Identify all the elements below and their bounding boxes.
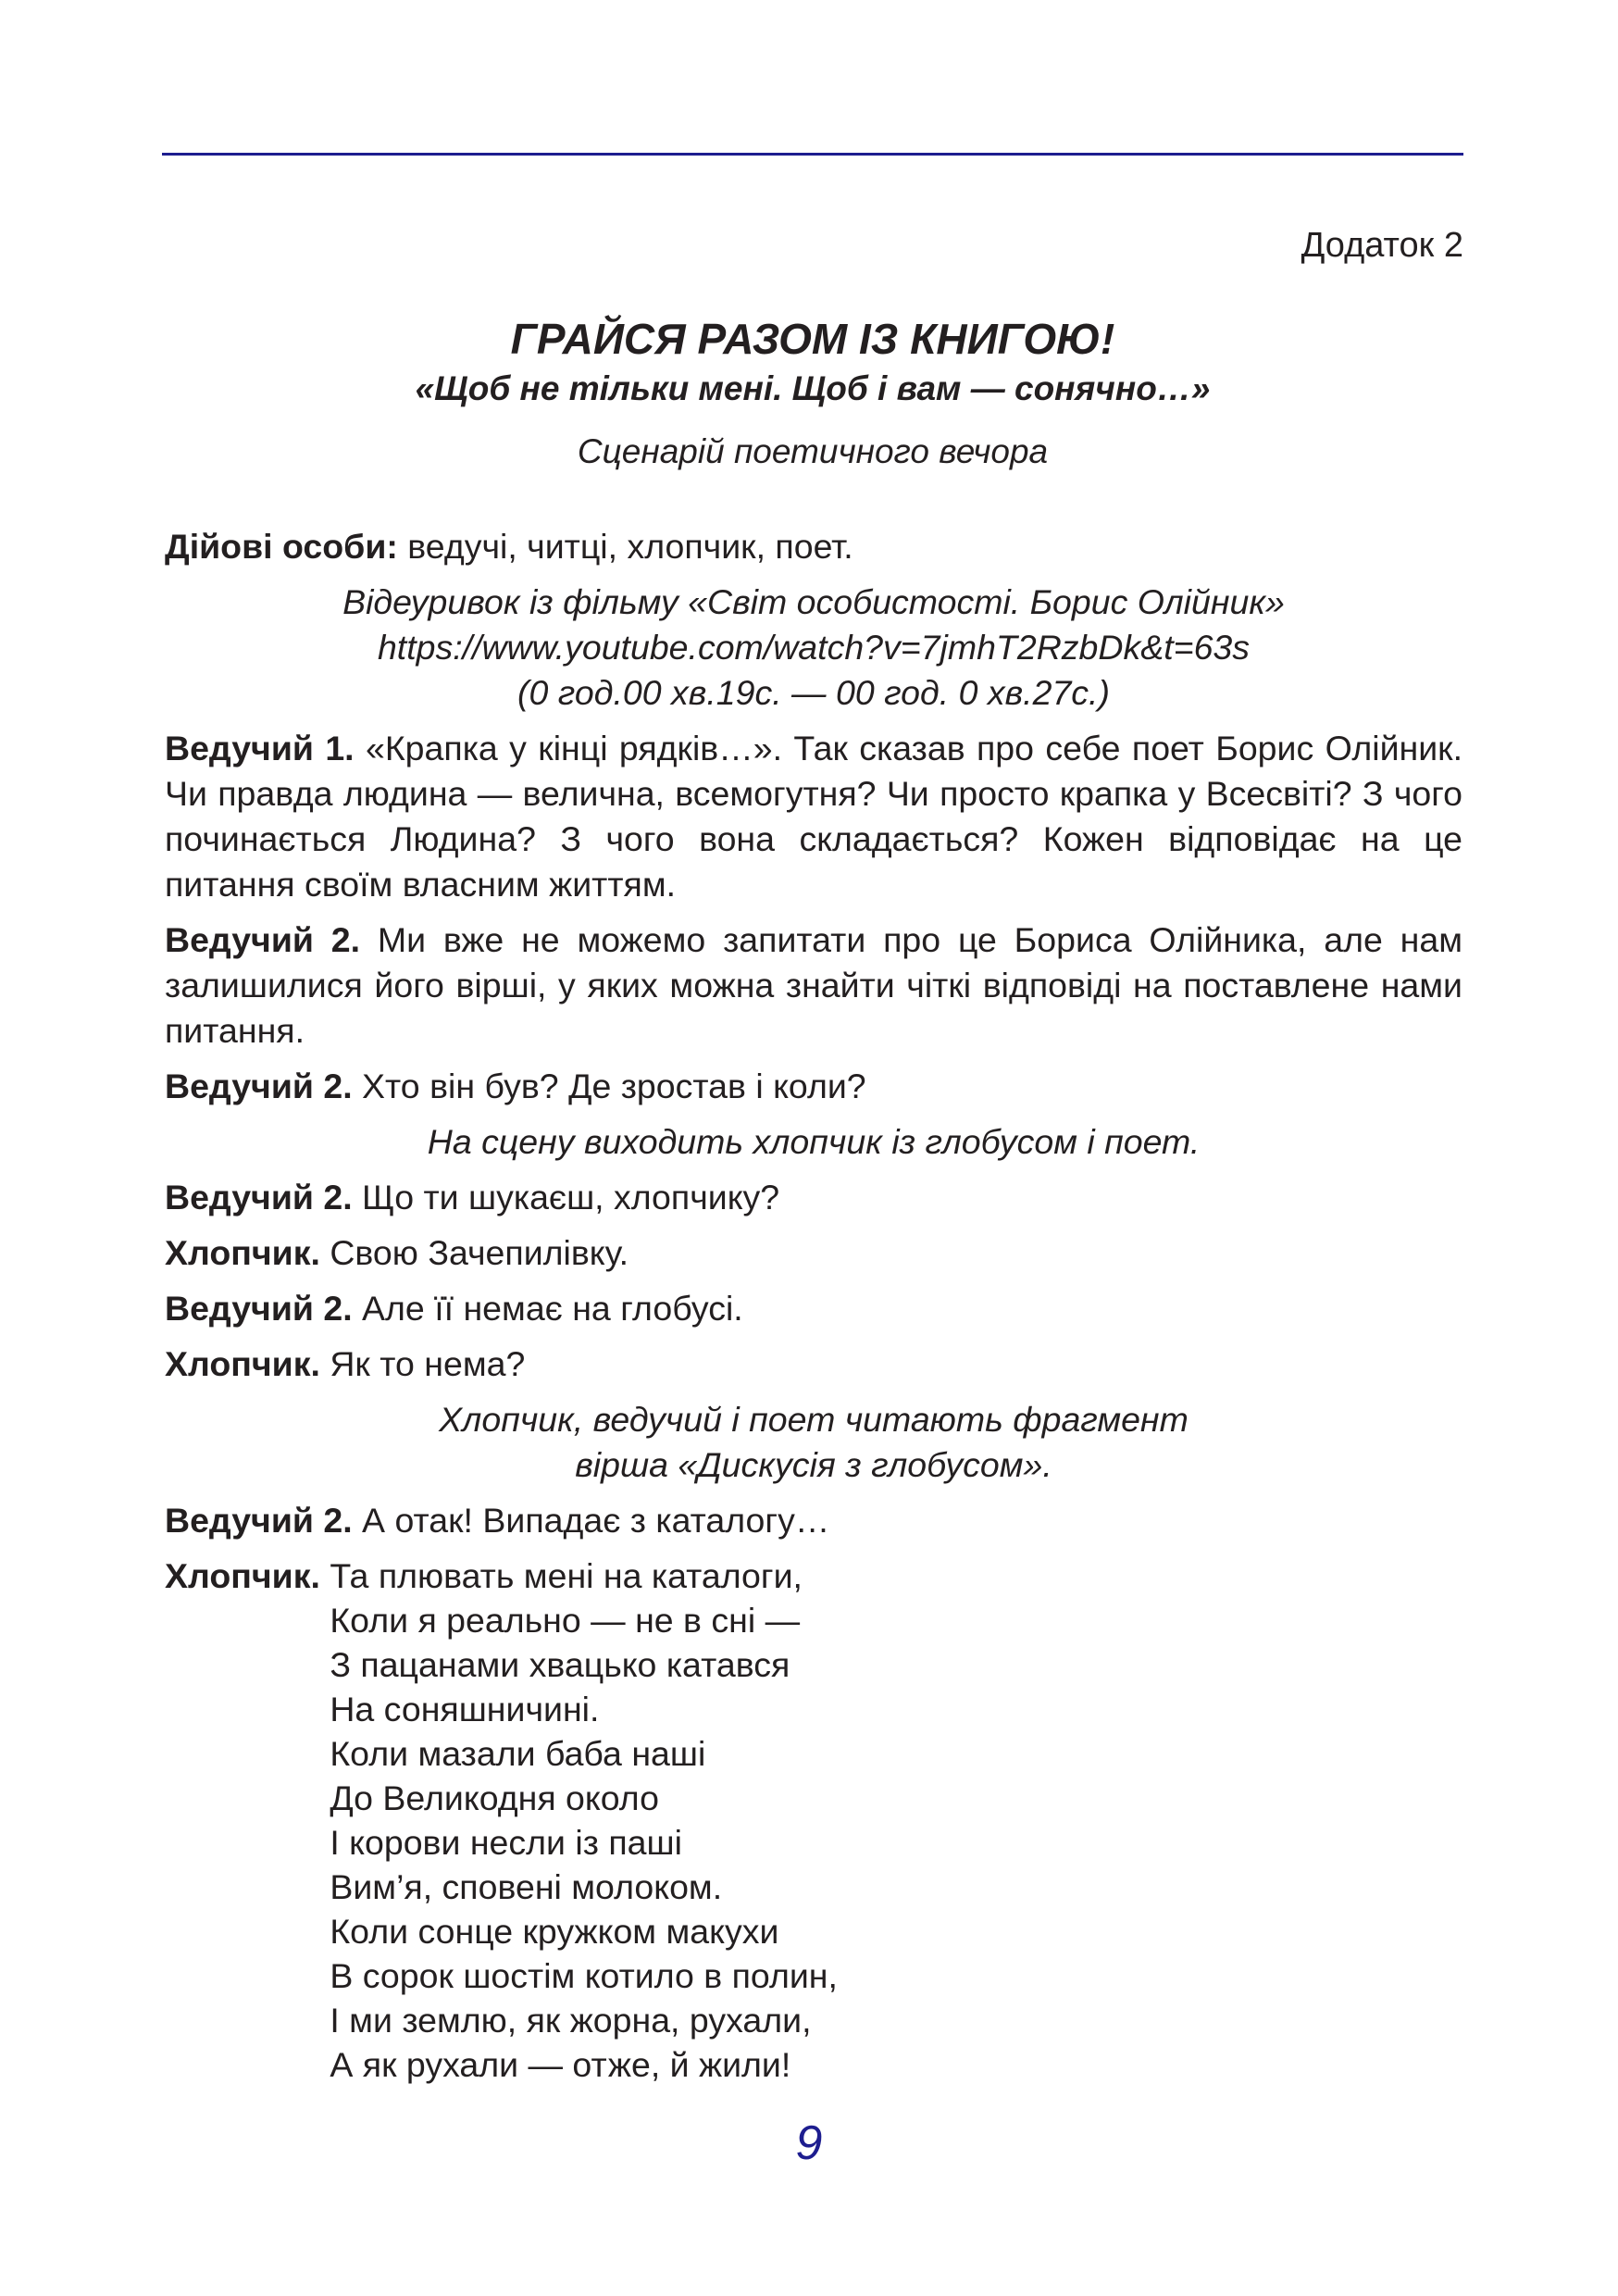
- poem-line: Коли я реально — не в сні —: [330, 1601, 801, 1640]
- speaker-label: Ведучий 2.: [165, 1178, 353, 1217]
- dialogue-text: Ми вже не можемо запитати про це Бориса Олійника, але нам залишилися його вірші, у яких можна знайти чіткі відповіді на поставлене нами питання.: [165, 920, 1462, 1050]
- speaker-label: Ведучий 2.: [165, 1501, 353, 1540]
- dialogue-text: Свою Зачепилівку.: [319, 1233, 629, 1272]
- poem-line: І ми землю, як жорна, рухали,: [330, 2001, 812, 2040]
- poem-block: [165, 1554, 1462, 2087]
- poem-line: А як рухали — отже, й жили!: [330, 2045, 791, 2084]
- dialogue-paragraph: [165, 1286, 1462, 1331]
- speaker-label: Хлопчик.: [165, 1233, 320, 1272]
- header-rule: [162, 153, 1463, 156]
- dialogue-text: Що ти шукаєш, хлопчику?: [352, 1178, 780, 1217]
- stage-direction-text: На сцену виходить хлопчик із глобусом і поет.: [427, 1122, 1201, 1161]
- speaker-label: Хлопчик.: [165, 1344, 320, 1383]
- poem-line: З пацанами хвацько катався: [330, 1645, 790, 1684]
- poem-lines: [330, 1554, 838, 2087]
- poem-line: На соняшничині.: [330, 1690, 600, 1728]
- appendix-label: Додаток 2: [1301, 226, 1463, 265]
- video-link[interactable]: https://www.youtube.com/watch?v=7jmhT2RzbDk&t=63s: [377, 628, 1251, 667]
- genre-line: Сценарій поетичного вечора: [577, 432, 1049, 470]
- dialogue-text: Хто він був? Де зростав і коли?: [352, 1067, 866, 1105]
- dialogue-text: Але її немає на глобусі.: [352, 1289, 743, 1328]
- poem-line: Коли мазали баба наші: [330, 1734, 706, 1773]
- speaker-label: Ведучий 1.: [165, 729, 355, 767]
- poem-line: Коли сонце кружком макухи: [330, 1912, 779, 1951]
- dialogue-text: Як то нема?: [319, 1344, 526, 1383]
- cast-paragraph: [165, 524, 1462, 569]
- dialogue-paragraph: [165, 1341, 1462, 1387]
- poem-line: До Великодня около: [330, 1778, 659, 1817]
- video-reference: [165, 580, 1462, 716]
- video-title: Відеуривок із фільму «Світ особистості. Борис Олійник»: [342, 582, 1285, 621]
- video-timecode: (0 год.00 хв.19с. — 00 год. 0 хв.27с.): [517, 673, 1110, 712]
- dialogue-paragraph: [165, 1498, 1462, 1543]
- dialogue-paragraph: [165, 1064, 1462, 1109]
- dialogue-text: А отак! Випадає з каталогу…: [352, 1501, 830, 1540]
- stage-direction-text: Хлопчик, ведучий і поет читають фрагмент: [439, 1400, 1189, 1439]
- speaker-label: Ведучий 2.: [165, 920, 361, 959]
- document-body: [165, 524, 1462, 2087]
- poem-line: Вим’я, сповені молоком.: [330, 1867, 723, 1906]
- stage-direction-text: вірша «Дискусія з глобусом».: [575, 1445, 1052, 1484]
- speaker-label: Ведучий 2.: [165, 1289, 353, 1328]
- poem-speaker-label: Хлопчик.: [165, 1556, 330, 1595]
- cast-label: Дійові особи:: [165, 527, 398, 566]
- poem-line: І корови несли із паші: [330, 1823, 682, 1862]
- dialogue-paragraph: [165, 917, 1462, 1054]
- dialogue-paragraph: [165, 1230, 1462, 1276]
- poem-line: Та плювать мені на каталоги,: [330, 1556, 803, 1595]
- page-subtitle: «Щоб не тільки мені. Щоб і вам — сонячно…»: [415, 369, 1211, 407]
- dialogue-paragraph: [165, 1175, 1462, 1220]
- stage-direction: [165, 1119, 1462, 1165]
- dialogue-text: «Крапка у кінці рядків…». Так сказав про себе поет Борис Олійник. Чи правда людина — велична, всемогутня? Чи просто крапка у Всесвіті? З чого починається Людина? З чого вона складається? Кожен відповідає на це питання своїм власним життям.: [165, 729, 1463, 904]
- stage-direction: [165, 1397, 1462, 1488]
- poem-line: В сорок шостім котило в полин,: [330, 1956, 838, 1995]
- page-title: ГРАЙСЯ РАЗОМ ІЗ КНИГОЮ!: [510, 315, 1115, 363]
- dialogue-paragraph: [165, 726, 1462, 907]
- speaker-label: Ведучий 2.: [165, 1067, 353, 1105]
- cast-text: ведучі, читці, хлопчик, поет.: [397, 527, 853, 566]
- page-number: 9: [795, 2116, 823, 2170]
